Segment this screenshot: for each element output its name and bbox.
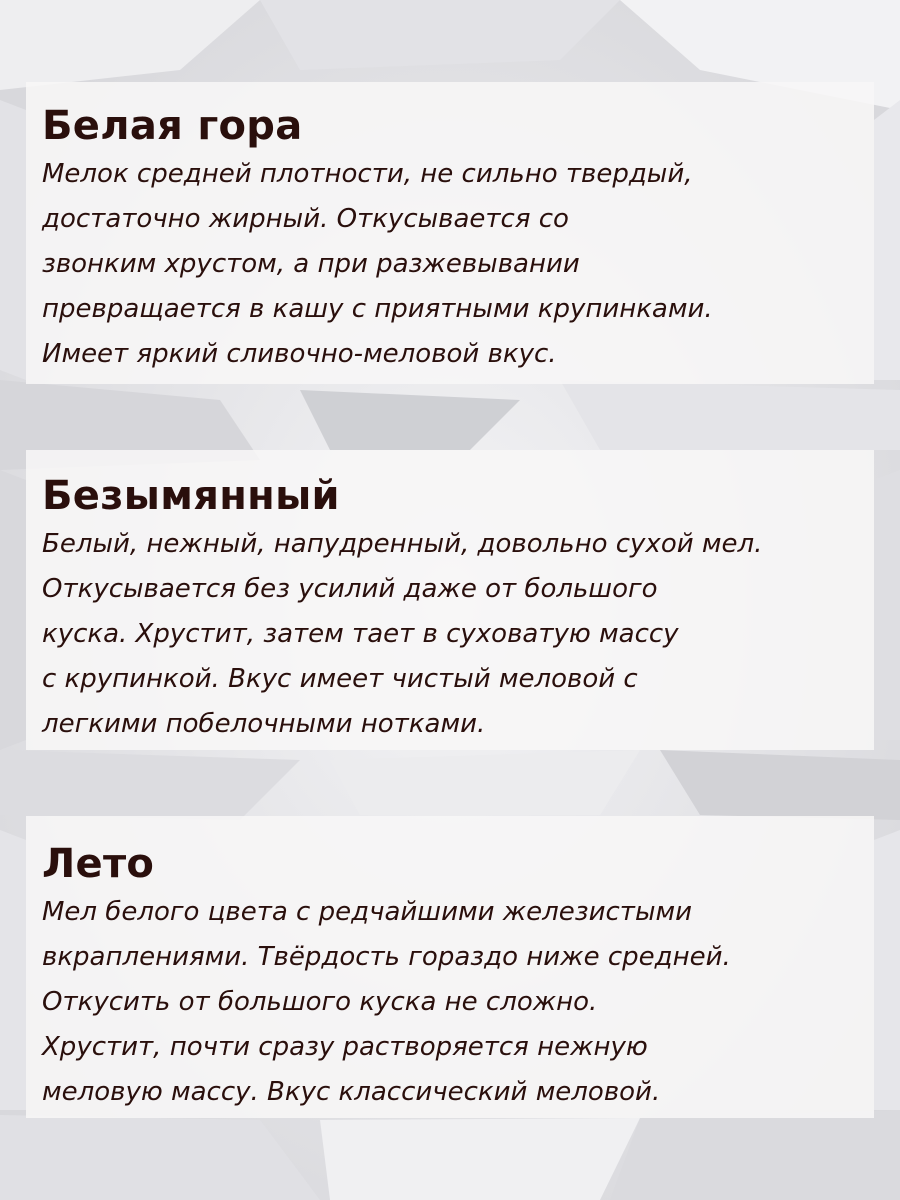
card-title: Безымянный [42,473,340,519]
card-title: Лето [42,841,155,887]
card-description: Мелок средней плотности, не сильно твердый, достаточно жирный. Откусывается со звонким хрустом, а при разжевывании превращается в кашу с приятными крупинками. Имеет яркий сливочно-меловой вкус. [42,159,713,369]
chalk-card-belaya-gora [26,82,874,384]
chalk-card-bezymyannyy [26,450,874,750]
card-description: Белый, нежный, напудренный, довольно сухой мел. Откусывается без усилий даже от большого куска. Хрустит, затем тает в суховатую массу с крупинкой. Вкус имеет чистый меловой с легкими побелочными нотками. [42,529,763,739]
card-title: Белая гора [42,103,303,149]
chalk-card-leto [26,816,874,1118]
card-description: Мел белого цвета с редчайшими железистыми вкраплениями. Твёрдость гораздо ниже средней. Откусить от большого куска не сложно. Хрустит, почти сразу растворяется нежную меловую массу. Вкус классический меловой. [42,897,731,1107]
